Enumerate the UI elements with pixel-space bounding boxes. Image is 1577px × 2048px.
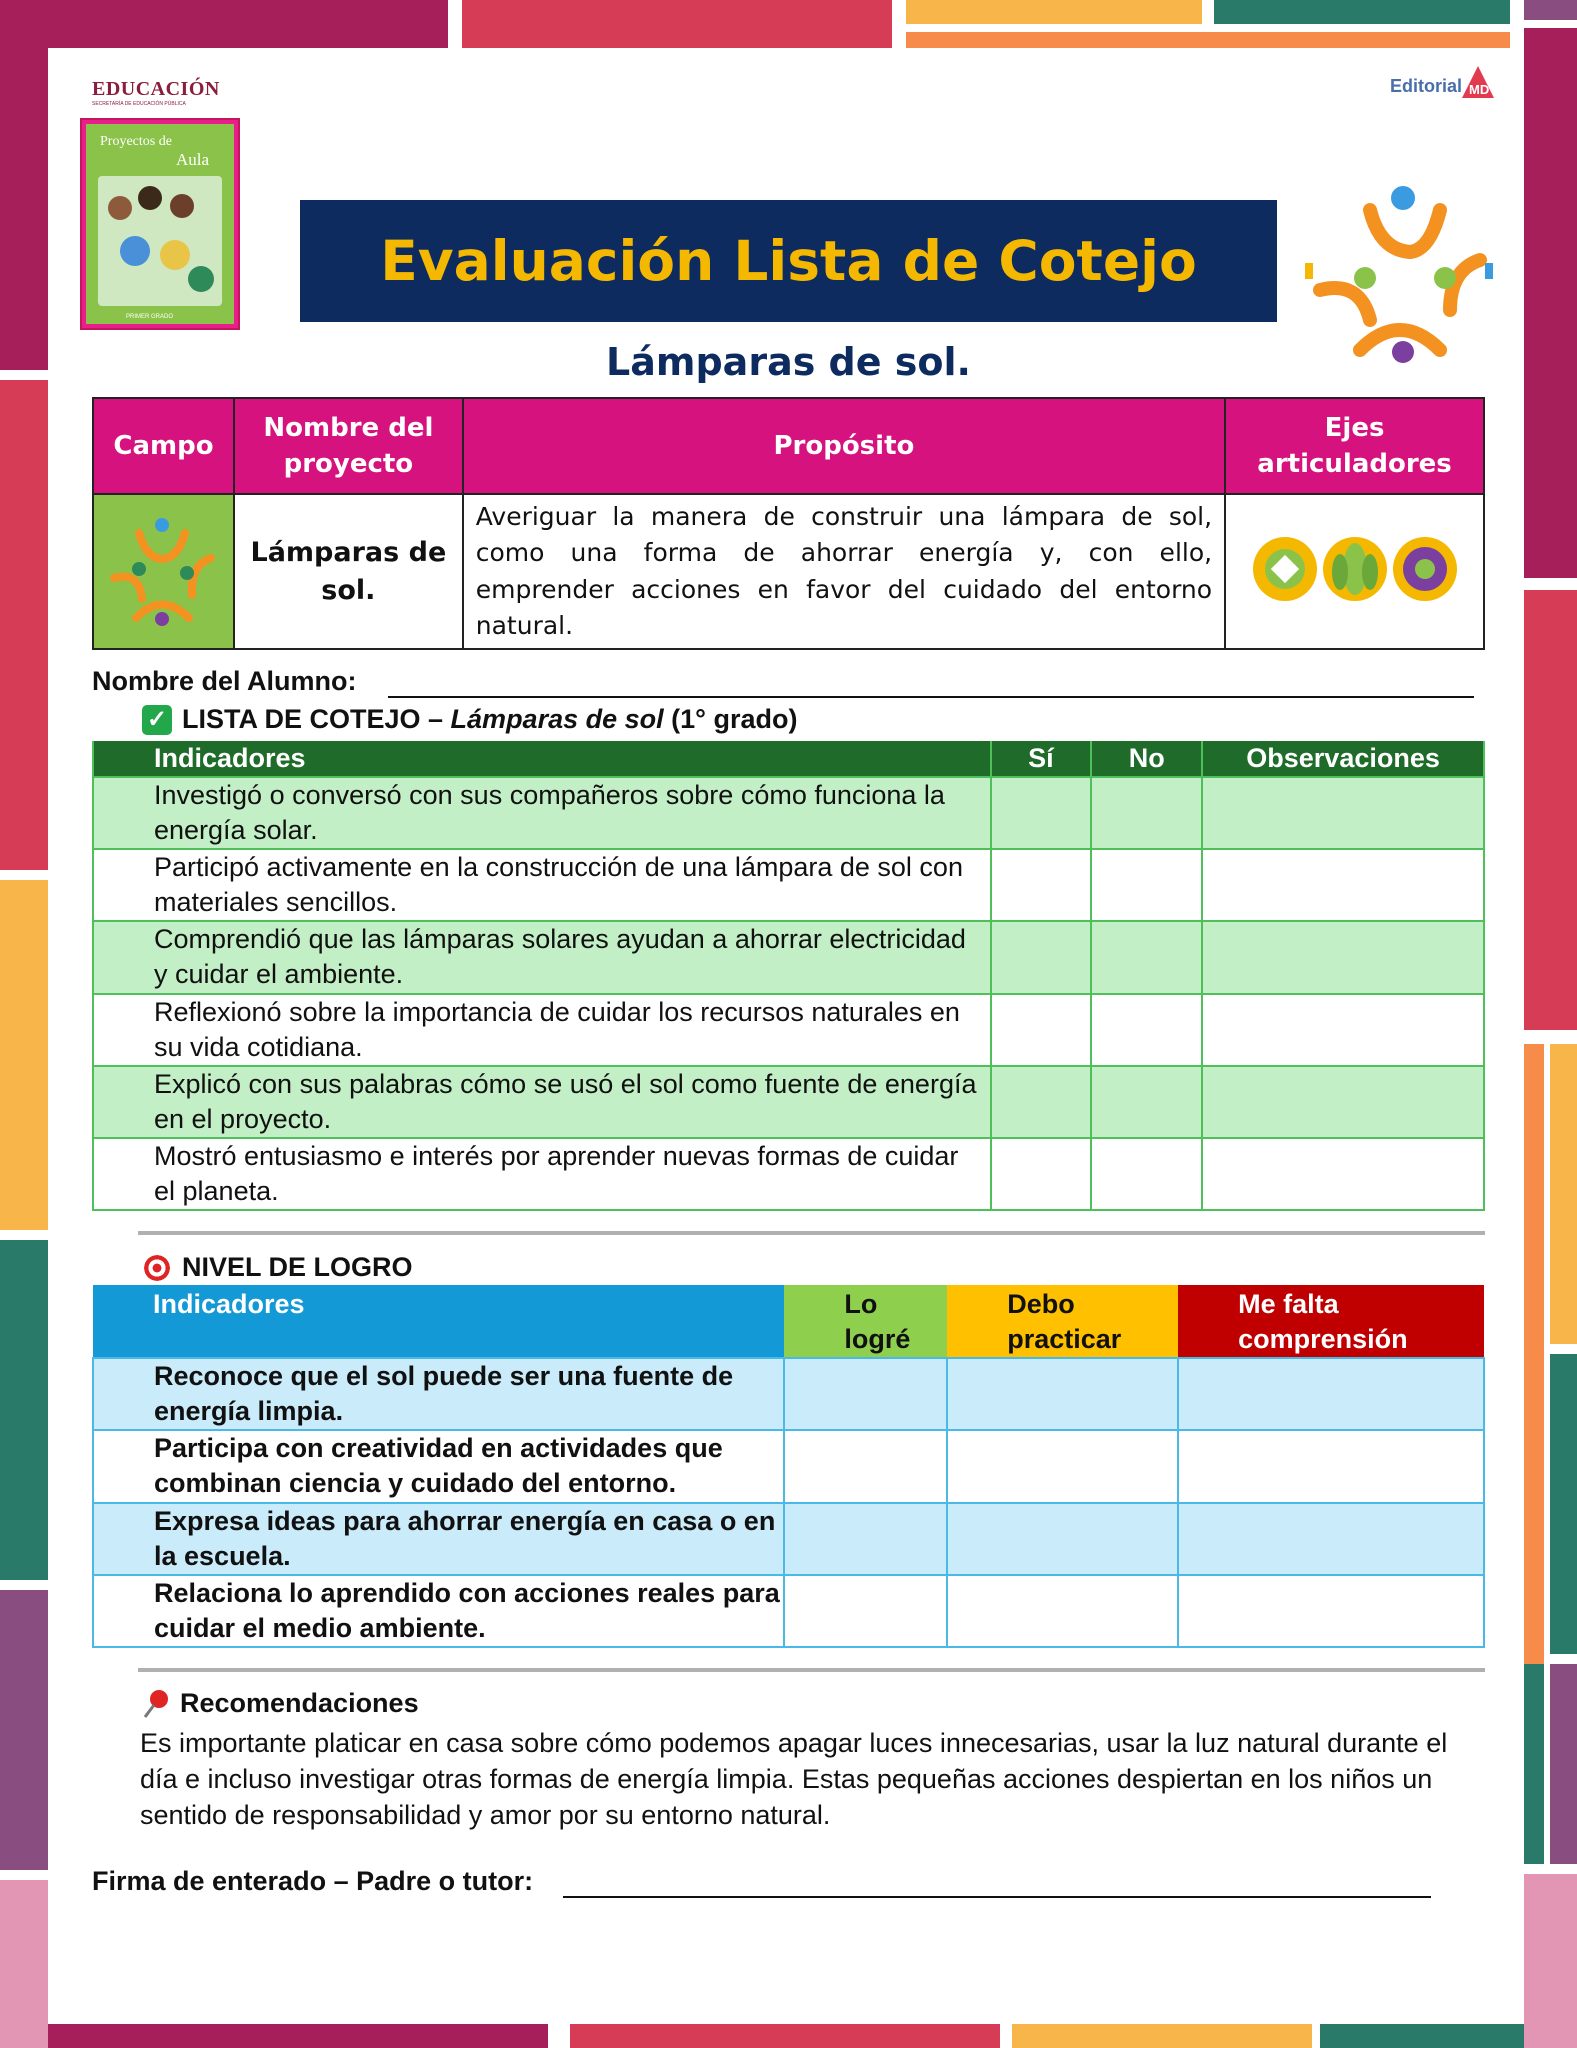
me-falta-cell[interactable] bbox=[1178, 1575, 1484, 1647]
campo-icon-cell bbox=[93, 494, 234, 649]
nivel-logro-table bbox=[92, 1285, 1485, 1648]
educacion-logo: EDUCACIÓN bbox=[92, 78, 220, 100]
observaciones-cell[interactable] bbox=[1202, 849, 1484, 921]
me-falta-cell[interactable] bbox=[1178, 1358, 1484, 1430]
table-row bbox=[93, 921, 1484, 993]
header-proposito: Propósito bbox=[463, 398, 1225, 494]
check-icon: ✓ bbox=[142, 705, 172, 735]
indicator-text: Explicó con sus palabras cómo se usó el sol como fuente de energía en el proyecto. bbox=[93, 1066, 991, 1138]
divider bbox=[138, 1668, 1485, 1672]
si-checkbox-cell[interactable] bbox=[991, 1066, 1092, 1138]
debo-practicar-label: Debo practicar bbox=[1007, 1289, 1122, 1355]
table-row bbox=[93, 777, 1484, 849]
recomendaciones-title bbox=[142, 1688, 419, 1719]
si-checkbox-cell[interactable] bbox=[991, 777, 1092, 849]
checklist-table bbox=[92, 741, 1485, 1211]
si-checkbox-cell[interactable] bbox=[991, 1138, 1092, 1210]
header-no: No bbox=[1091, 741, 1202, 777]
no-checkbox-cell[interactable] bbox=[1091, 849, 1202, 921]
lo-logre-cell[interactable] bbox=[784, 1358, 947, 1430]
indicator-text: Reflexionó sobre la importancia de cuidar los recursos naturales en su vida cotidiana. bbox=[93, 994, 991, 1066]
alumno-label: Nombre del Alumno: bbox=[92, 666, 357, 696]
sep-subtitle: SECRETARÍA DE EDUCACIÓN PÚBLICA bbox=[92, 101, 186, 107]
observaciones-cell[interactable] bbox=[1202, 1138, 1484, 1210]
ejes-icons-cell bbox=[1225, 494, 1484, 649]
checklist-title bbox=[142, 704, 797, 735]
divider bbox=[138, 1231, 1485, 1235]
header-indicadores: Indicadores bbox=[93, 1285, 784, 1358]
recomendaciones-text: Es importante platicar en casa sobre cómo podemos apagar luces innecesarias, usar la luz natural durante el día e incluso investigar otras formas de energía limpia. Estas pequeñas acciones despiertan en los niños un sentido de responsabilidad y amor por su entorno natural. bbox=[140, 1728, 1448, 1831]
debo-practicar-cell[interactable] bbox=[947, 1503, 1178, 1575]
header-si: Sí bbox=[991, 741, 1092, 777]
firma-label: Firma de enterado – Padre o tutor: bbox=[92, 1866, 534, 1896]
book-cover-image bbox=[80, 118, 240, 330]
table-row bbox=[93, 849, 1484, 921]
pin-icon bbox=[142, 1689, 170, 1719]
no-checkbox-cell[interactable] bbox=[1091, 921, 1202, 993]
project-subtitle: Lámparas de sol. bbox=[606, 340, 971, 384]
indicator-text: Relaciona lo aprendido con acciones reales para cuidar el medio ambiente. bbox=[93, 1575, 784, 1647]
me-falta-cell[interactable] bbox=[1178, 1430, 1484, 1502]
header-me-falta bbox=[1178, 1285, 1484, 1358]
title-banner bbox=[300, 200, 1277, 322]
me-falta-cell[interactable] bbox=[1178, 1503, 1484, 1575]
lo-logre-label: Lo logré bbox=[844, 1289, 911, 1355]
header-nombre-proyecto: Nombre del proyecto bbox=[234, 398, 463, 494]
indicator-text: Participó activamente en la construcción de una lámpara de sol con materiales sencillos. bbox=[93, 849, 991, 921]
debo-practicar-cell[interactable] bbox=[947, 1430, 1178, 1502]
observaciones-cell[interactable] bbox=[1202, 994, 1484, 1066]
campo-logo-icon bbox=[94, 503, 231, 634]
debo-practicar-cell[interactable] bbox=[947, 1358, 1178, 1430]
header-lo-logre bbox=[784, 1285, 947, 1358]
book-title-line-1: Proyectos de bbox=[100, 134, 172, 149]
checklist-title-project: Lámparas de sol bbox=[450, 704, 664, 734]
ejes-articuladores-icons bbox=[1245, 524, 1465, 614]
header-debo-practicar bbox=[947, 1285, 1178, 1358]
lo-logre-cell[interactable] bbox=[784, 1430, 947, 1502]
no-checkbox-cell[interactable] bbox=[1091, 994, 1202, 1066]
table-row bbox=[93, 1503, 1484, 1575]
page-title: Evaluación Lista de Cotejo bbox=[380, 229, 1197, 293]
observaciones-cell[interactable] bbox=[1202, 1066, 1484, 1138]
table-row bbox=[93, 1430, 1484, 1502]
project-info-table bbox=[92, 397, 1485, 650]
header-ejes: Ejes articuladores bbox=[1225, 398, 1484, 494]
header-indicadores: Indicadores bbox=[93, 741, 991, 777]
table-row bbox=[93, 994, 1484, 1066]
editorial-md-icon bbox=[1460, 64, 1496, 100]
no-checkbox-cell[interactable] bbox=[1091, 1138, 1202, 1210]
target-icon bbox=[142, 1253, 172, 1283]
book-title-line-2: Aula bbox=[176, 150, 210, 169]
svg-text:MD: MD bbox=[1469, 82, 1490, 97]
table-row bbox=[93, 1358, 1484, 1430]
table-row bbox=[93, 1066, 1484, 1138]
observaciones-cell[interactable] bbox=[1202, 777, 1484, 849]
lo-logre-cell[interactable] bbox=[784, 1575, 947, 1647]
indicator-text: Mostró entusiasmo e interés por aprender nuevas formas de cuidar el planeta. bbox=[93, 1138, 991, 1210]
si-checkbox-cell[interactable] bbox=[991, 921, 1092, 993]
indicator-text: Participa con creatividad en actividades que combinan ciencia y cuidado del entorno. bbox=[93, 1430, 784, 1502]
me-falta-label: Me falta comprensión bbox=[1238, 1289, 1408, 1355]
table-row bbox=[93, 1138, 1484, 1210]
alumno-name-field[interactable] bbox=[388, 696, 1474, 698]
observaciones-cell[interactable] bbox=[1202, 921, 1484, 993]
si-checkbox-cell[interactable] bbox=[991, 994, 1092, 1066]
editorial-logo-text: Editorial bbox=[1390, 76, 1463, 96]
si-checkbox-cell[interactable] bbox=[991, 849, 1092, 921]
indicator-text: Comprendió que las lámparas solares ayudan a ahorrar electricidad y cuidar el ambiente. bbox=[93, 921, 991, 993]
debo-practicar-cell[interactable] bbox=[947, 1575, 1178, 1647]
checklist-title-prefix: LISTA DE COTEJO – bbox=[182, 704, 451, 734]
nombre-proyecto-value: Lámparas de sol. bbox=[234, 494, 463, 649]
checklist-title-grade: (1° grado) bbox=[663, 704, 798, 734]
nivel-logro-title bbox=[142, 1252, 413, 1283]
book-illustration bbox=[98, 176, 222, 306]
no-checkbox-cell[interactable] bbox=[1091, 1066, 1202, 1138]
book-grade: PRIMER GRADO bbox=[126, 314, 174, 320]
indicator-text: Reconoce que el sol puede ser una fuente de energía limpia. bbox=[93, 1358, 784, 1430]
header-observaciones: Observaciones bbox=[1202, 741, 1484, 777]
nivel-logro-label: NIVEL DE LOGRO bbox=[182, 1252, 413, 1282]
indicator-text: Expresa ideas para ahorrar energía en casa o en la escuela. bbox=[93, 1503, 784, 1575]
no-checkbox-cell[interactable] bbox=[1091, 777, 1202, 849]
recomendaciones-label: Recomendaciones bbox=[180, 1688, 419, 1718]
firma-signature-field[interactable] bbox=[563, 1896, 1431, 1898]
proposito-value: Averiguar la manera de construir una lámpara de sol, como una forma de ahorrar energía y, con ello, emprender acciones en favor del cuidado del entorno natural. bbox=[463, 494, 1225, 649]
indicator-text: Investigó o conversó con sus compañeros sobre cómo funciona la energía solar. bbox=[93, 777, 991, 849]
header-campo: Campo bbox=[93, 398, 234, 494]
table-row bbox=[93, 1575, 1484, 1647]
lo-logre-cell[interactable] bbox=[784, 1503, 947, 1575]
